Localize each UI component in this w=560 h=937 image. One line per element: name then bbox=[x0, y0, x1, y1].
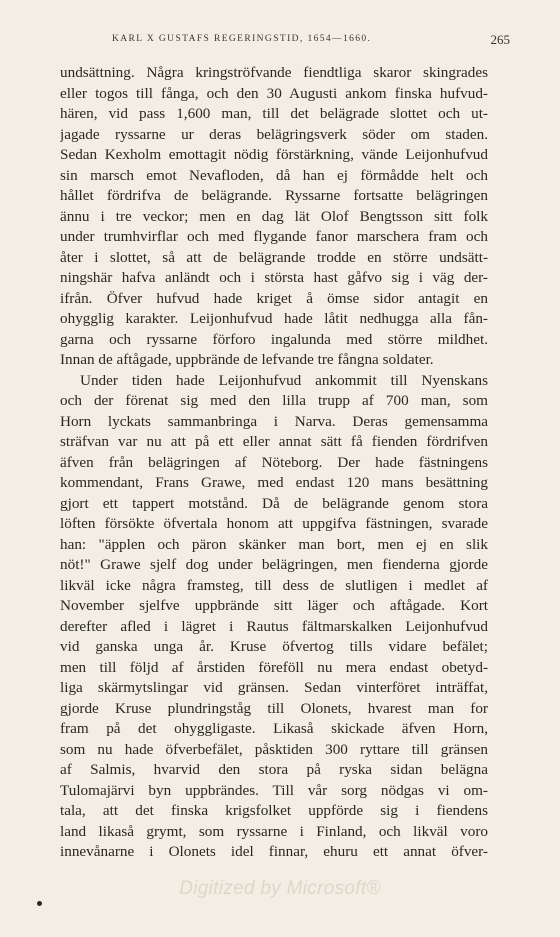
text-line: Horn lyckats sammanbringa i Narva. Deras gemensamma bbox=[60, 412, 488, 430]
text-line: äfven från belägringen af Nöteborg. Der hade fästningens bbox=[60, 453, 488, 471]
text-line: liga skärmytslingar vid gränsen. Sedan vinterföret inträffat, bbox=[60, 679, 488, 696]
text-line: Tulomajärvi byn uppbrändes. Till vår sorg nödgas vi om- bbox=[60, 781, 488, 799]
text-line: fram på det ohyggligaste. Likaså skickade äfven Horn, bbox=[60, 720, 488, 737]
text-line: derefter afled i lägret i Rautus fältmarskalken Leijonhufvud bbox=[60, 617, 488, 635]
text-line: af Salmis, hvarvid den stora på ryska sidan belägna bbox=[60, 761, 488, 778]
text-line: jagade ryssarne ur deras belägringsverk söder om staden. bbox=[60, 125, 488, 143]
text-line: gjorde Kruse plundringståg till Olonets, hvarest man for bbox=[60, 699, 488, 717]
text-line: land likaså grymt, som ryssarne i Finland, och likväl voro bbox=[60, 822, 488, 840]
text-line: kommendant, Frans Grawe, med endast 120 mans besättning bbox=[60, 474, 488, 491]
page-footer bbox=[0, 878, 560, 900]
body-text bbox=[60, 63, 488, 863]
text-line: garna och ryssarne förforo ingalunda med större mildhet. bbox=[60, 330, 488, 348]
text-line: Sedan Kexholm emottagit nödig förstärkning, vände Leijonhufvud bbox=[60, 146, 488, 163]
text-line: undsättning. Några kringströfvande fiendtliga skaror skingrades bbox=[60, 64, 488, 81]
text-line: gjort ett tappert motstånd. Då de belägrande genom stora bbox=[60, 494, 488, 512]
text-line: innevånarne i Olonets idel finnar, ehuru ett annat öfver- bbox=[60, 843, 488, 860]
text-line: hållet fördrifva de belägrande. Ryssarne fortsatte belägringen bbox=[60, 187, 488, 204]
running-head: KARL X GUSTAFS REGERINGSTID, 1654—1660. bbox=[112, 34, 372, 44]
text-line: ohygglig karakter. Leijonhufvud hade låtit nedhugga alla fån- bbox=[60, 310, 488, 327]
text-line: nöt!" Grawe sjelf dog under belägringen, men fienderna gjorde bbox=[60, 556, 488, 573]
text-line: vid ganska unga år. Kruse öfvertog tills vidare befälet; bbox=[60, 638, 488, 655]
page-number: 265 bbox=[490, 32, 510, 47]
page-header bbox=[60, 32, 510, 50]
text-line: löften försökte öfvertala honom att uppgifva fästningen, svarade bbox=[60, 515, 488, 532]
text-line: under trumhvirflar och med flygande fanor marschera fram och bbox=[60, 228, 488, 245]
text-line: och der förenat sig med den lilla trupp af 700 man, som bbox=[60, 392, 488, 409]
text-line: Under tiden hade Leijonhufvud ankommit till Nyenskans bbox=[80, 371, 488, 389]
text-line: som nu hade öfverbefälet, påsktiden 300 ryttare till gränsen bbox=[60, 740, 488, 758]
text-line: sträfvan var nu att på ett eller annat sätt få fienden fördrifven bbox=[60, 433, 488, 450]
digitization-watermark: Digitized by Microsoft® bbox=[179, 878, 381, 899]
text-line: åter i slottet, så att de belägrande trodde en större undsätt- bbox=[60, 248, 488, 266]
text-line: Innan de aftågade, uppbrände de lefvande tre fångna soldater. bbox=[60, 351, 434, 368]
text-line: ningshär hafva anländt och i största hast gåfvo sig i väg der- bbox=[60, 269, 488, 286]
text-line: sin marsch emot Nevafloden, då han ej förmådde helt och bbox=[60, 166, 488, 184]
text-line: hären, vid pass 1,600 man, till det belägrade slottet och ut- bbox=[60, 105, 488, 122]
ink-speck bbox=[37, 901, 42, 906]
text-line: tala, att det finska krigsfolket uppförde sig i fiendens bbox=[60, 802, 488, 819]
text-line: han: "äpplen och päron skänker man bort, men ej en slik bbox=[60, 535, 488, 553]
text-line: ännu i tre veckor; men en dag lät Olof Bengtsson sitt folk bbox=[60, 207, 488, 225]
text-line: men till följd af årstiden föreföll nu mera endast obetyd- bbox=[60, 658, 488, 676]
text-line: ifrån. Öfver hufvud hade kriget å ömse sidor antagit en bbox=[60, 289, 488, 307]
text-line: November sjelfve uppbrände sitt läger och aftågade. Kort bbox=[60, 597, 488, 614]
text-line: likväl icke några framsteg, till dess de slutligen i medlet af bbox=[60, 576, 488, 594]
text-line: eller togos till fånga, och den 30 Augusti ankom finska hufvud- bbox=[60, 84, 488, 102]
